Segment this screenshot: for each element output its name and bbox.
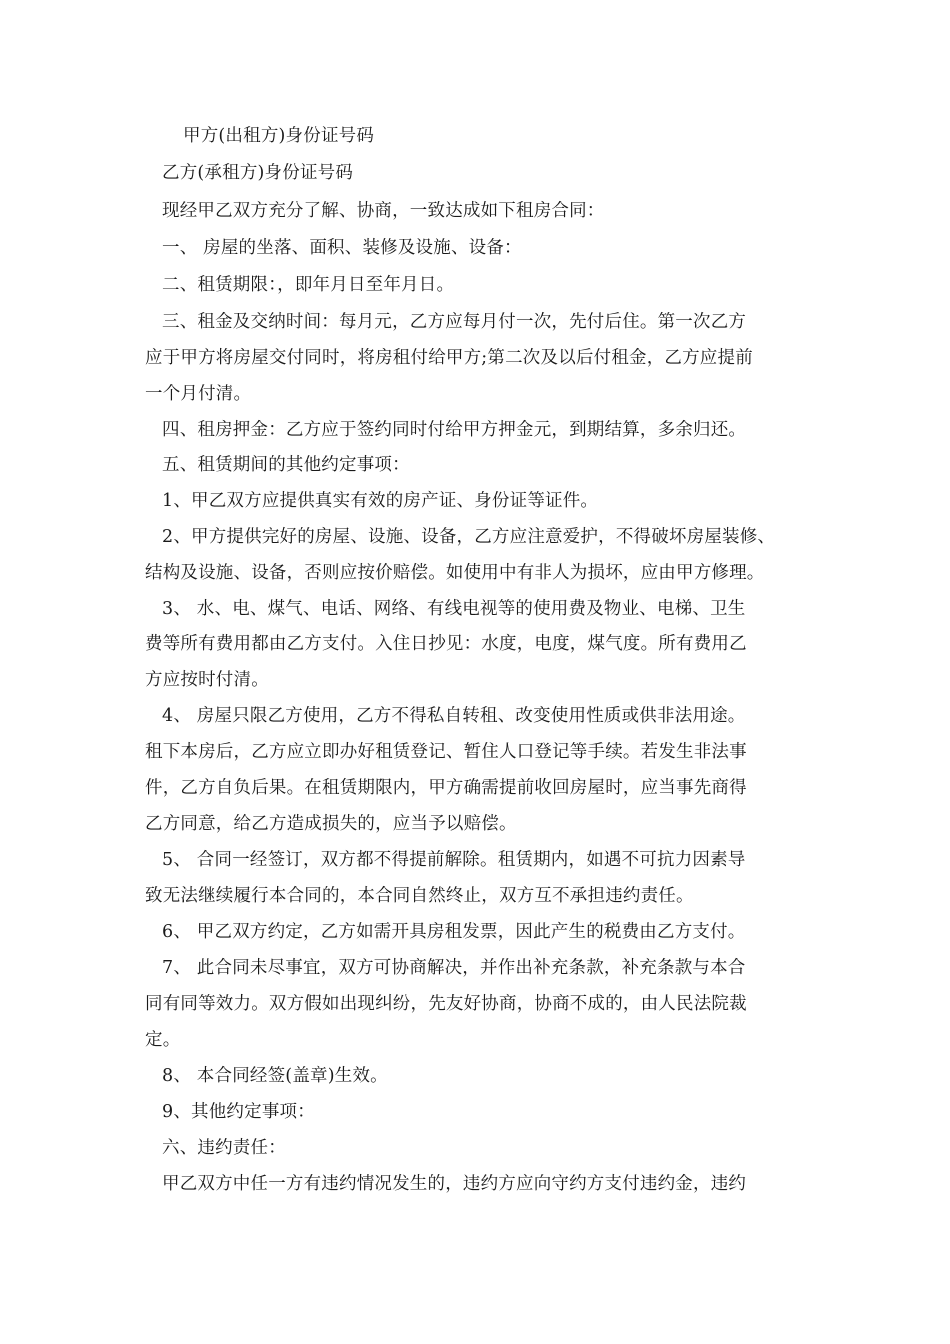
- item-4-line-4: 乙方同意，给乙方造成损失的，应当予以赔偿。: [145, 814, 517, 834]
- item-2-line-2: 结构及设施、设备，否则应按价赔偿。如使用中有非人为损坏，应由甲方修理。: [145, 563, 765, 583]
- item-3-line-3: 方应按时付清。: [145, 670, 269, 690]
- item-5-line-1: 5、 合同一经签订，双方都不得提前解除。租赁期内，如遇不可抗力因素导: [162, 850, 746, 870]
- clause-1-heading: 一、 房屋的坐落、面积、装修及设施、设备：: [162, 238, 522, 258]
- clause-6-heading: 六、违约责任：: [162, 1138, 286, 1158]
- clause-5-heading: 五、租赁期间的其他约定事项：: [162, 455, 410, 475]
- item-6-line: 6、 甲乙双方约定，乙方如需开具房租发票，因此产生的税费由乙方支付。: [162, 922, 746, 942]
- item-3-line-2: 费等所有费用都由乙方支付。入住日抄见：水度，电度，煤气度。所有费用乙: [145, 634, 747, 654]
- clause-3-line-3: 一个月付清。: [145, 384, 252, 404]
- clause-3-line-2: 应于甲方将房屋交付同时，将房租付给甲方;第二次及以后付租金，乙方应提前: [145, 348, 753, 368]
- item-7-line-2: 同有同等效力。双方假如出现纠纷，先友好协商，协商不成的，由人民法院裁: [145, 994, 747, 1014]
- item-8-line: 8、 本合同经签(盖章)生效。: [162, 1066, 388, 1086]
- item-7-line-1: 7、 此合同未尽事宜，双方可协商解决，并作出补充条款，补充条款与本合: [162, 958, 746, 978]
- clause-6-line-1: 甲乙双方中任一方有违约情况发生的，违约方应向守约方支付违约金，违约: [162, 1174, 747, 1194]
- item-7-line-3: 定。: [145, 1030, 181, 1050]
- item-2-line-1: 2、甲方提供完好的房屋、设施、设备，乙方应注意爱护，不得破坏房屋装修、: [162, 527, 776, 547]
- item-5-line-2: 致无法继续履行本合同的，本合同自然终止，双方互不承担违约责任。: [145, 886, 694, 906]
- tenant-id-line: 乙方(承租方)身份证号码: [162, 163, 354, 183]
- item-1-line: 1、甲乙双方应提供真实有效的房产证、身份证等证件。: [162, 491, 599, 511]
- item-4-line-2: 租下本房后，乙方应立即办好租赁登记、暂住人口登记等手续。若发生非法事: [145, 742, 747, 762]
- intro-line: 现经甲乙双方充分了解、协商，一致达成如下租房合同：: [162, 201, 605, 221]
- clause-4-heading: 四、租房押金：乙方应于签约同时付给甲方押金元，到期结算，多余归还。: [162, 420, 747, 440]
- item-4-line-1: 4、 房屋只限乙方使用，乙方不得私自转租、改变使用性质或供非法用途。: [162, 706, 746, 726]
- item-3-line-1: 3、 水、电、煤气、电话、网络、有线电视等的使用费及物业、电梯、卫生: [162, 599, 746, 619]
- landlord-id-line: 甲方(出租方)身份证号码: [183, 126, 375, 146]
- clause-3-line-1: 三、租金及交纳时间：每月元，乙方应每月付一次，先付后住。第一次乙方: [162, 312, 747, 332]
- item-4-line-3: 件，乙方自负后果。在租赁期限内，甲方确需提前收回房屋时，应当事先商得: [145, 778, 747, 798]
- item-9-line: 9、其他约定事项：: [162, 1102, 315, 1122]
- clause-2-heading: 二、租赁期限：，即年月日至年月日。: [162, 275, 455, 295]
